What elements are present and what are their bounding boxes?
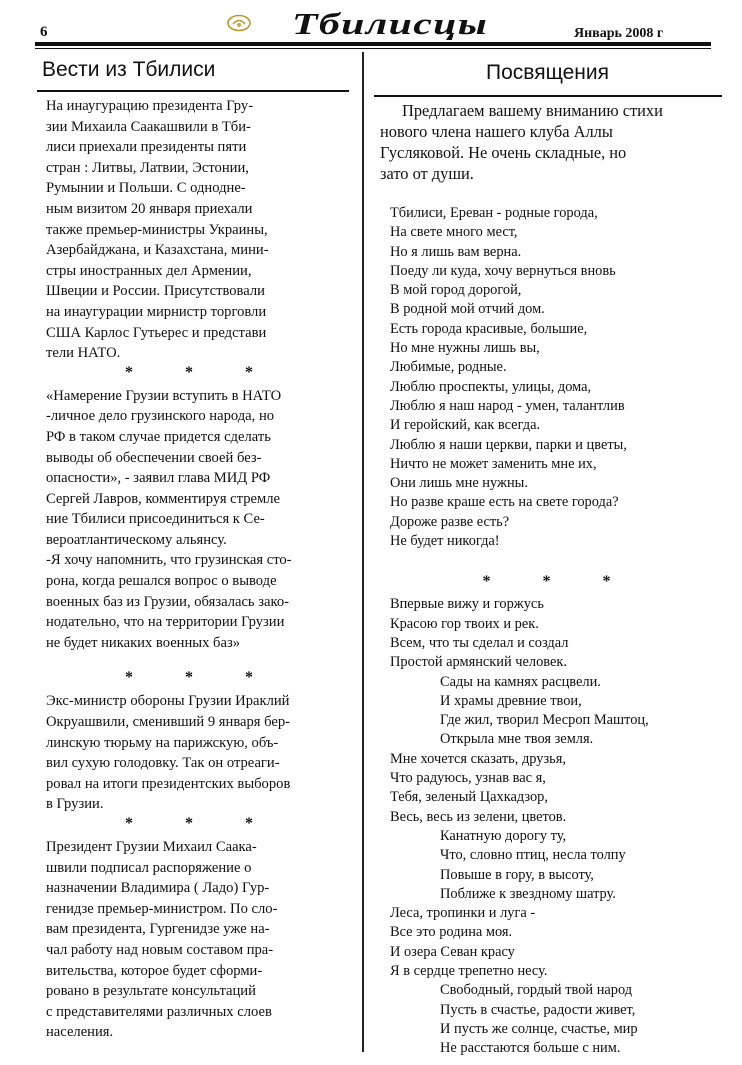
section-separator: * * * [125,815,277,832]
news-line: вительства, которое будет сформи- [46,962,263,979]
poem-line: В мой город дорогой, [390,282,522,299]
poem-line: Канатную дорогу ту, [440,827,567,844]
poem-line: Не будет никогда! [390,533,500,550]
news-line: США Карлос Гутьерес и представи [46,324,267,341]
intro-line: Гусляковой. Не очень складные, но [380,143,627,162]
poem-line: Всем, что ты сделал и создал [390,634,569,651]
intro-line: Предлагаем вашему вниманию стихи [402,101,663,120]
poem-line: Пусть в счастье, радости живет, [440,1001,636,1018]
news-line: также премьер-министры Украины, [46,221,268,238]
poem-line: Любимые, родные. [390,359,507,376]
poem-line: Леса, тропинки и луга - [390,905,536,922]
poem-line: Они лишь мне нужны. [390,475,528,492]
news-line: Сергей Лавров, комментируя стремле [46,490,280,507]
header-rule-thin [35,48,711,49]
news-item-2 [46,386,344,654]
poem-line: И пусть же солнце, счастье, мир [440,1020,638,1037]
news-line: вам президента, Гургенидзе уже на- [46,921,270,938]
poem-line: Не расстаются больше с ним. [440,1040,621,1057]
news-line: населения. [46,1024,114,1041]
poem-line: Но разве краше есть на свете города? [390,494,619,511]
poem-line: Люблю я наш народ - умен, талантлив [390,397,625,414]
poems-intro [380,100,725,184]
section-separator: * * * [125,669,277,687]
news-line: Экс-министр обороны Грузии Ираклий [46,693,290,710]
poem-line: Поеду ли куда, хочу вернуться вновь [390,262,616,279]
news-line: Швеции и России. Присутствовали [46,283,265,300]
poem-line: Повыше в гору, в высоту, [440,866,594,883]
poem-line: Что, словно птиц, несла толпу [440,847,626,864]
poem-line: Красою гор твоих и рек. [390,615,539,632]
section-separator: * * * [125,363,277,381]
poem-line: Сады на камнях расцвели. [440,673,601,690]
poem-line: Впервые вижу и горжусь [390,596,544,613]
news-line: выводы об обеспечении своей без- [46,449,262,466]
poem-line: На свете много мест, [390,224,518,241]
news-line: лиси приехали президенты пяти [46,139,247,156]
news-line: вил сухую голодовку. Так он отреаги- [46,755,280,772]
news-line: ние Тбилиси присоединиться к Се- [46,511,265,528]
news-line: На инаугурацию президента Гру- [46,98,254,114]
poem-line: В родной мой отчий дом. [390,301,545,318]
news-line: назначении Владимира ( Ладо) Гур- [46,880,270,897]
poem-line: И геройский, как всегда. [390,417,541,434]
news-line: зии Михаила Саакашвили в Тби- [46,118,251,135]
news-line: рона, когда решался вопрос о выводе [46,573,277,590]
news-line: Окруашвили, сменивший 9 января бер- [46,714,291,731]
news-line: не будет никаких военных баз» [46,634,241,651]
right-section-title: Посвящения [486,61,609,84]
news-item-1 [46,96,344,364]
right-title-underline [374,95,722,97]
news-line: нодательно, что на территории Грузии [46,614,285,631]
poem-line: Свободный, гордый твой народ [440,982,633,999]
news-line: в Грузии. [46,796,104,813]
poem-line: Мне хочется сказать, друзья, [390,750,566,767]
poem-line: Все это родина моя. [390,924,513,941]
poems-column [380,100,725,1058]
news-column [46,96,344,1043]
news-item-3 [46,691,344,815]
issue-date: Январь 2008 г [574,26,664,41]
masthead-logo: Тбилисцы [292,6,489,41]
poem-line: Тебя, зеленый Цахкадзор, [390,789,548,806]
poem-1 [380,204,725,551]
news-line: -Я хочу напомнить, что грузинская сто- [46,552,292,569]
intro-line: нового члена нашего клуба Аллы [380,122,613,141]
news-line: чал работу над новым составом пра- [46,941,274,958]
poem-line: Но я лишь вам верна. [390,243,522,260]
news-line: Азербайджана, и Казахстана, мини- [46,242,269,259]
poem-line: Весь, весь из зелени, цветов. [390,808,567,825]
news-line: стран : Литвы, Латвии, Эстонии, [46,159,249,176]
news-line: швили подписал распоряжение о [46,859,252,876]
poem-line: Простой армянский человек. [390,654,567,671]
poem-line: Люблю проспекты, улицы, дома, [390,378,592,395]
left-title-underline [37,90,349,92]
poem-line: И озера Севан красу [390,943,515,960]
news-line: опасности», - заявил глава МИД РФ [46,470,271,487]
poem-line: Но мне нужны лишь вы, [390,340,540,357]
news-line: Румынии и Польши. С однодне- [46,180,246,197]
poem-line: Ничто не может заменить мне их, [390,455,597,472]
news-line: генидзе премьер-министром. По сло- [46,900,278,917]
poem-separator: * * * [482,573,635,591]
poem-line: Люблю я наши церкви, парки и цветы, [390,436,627,453]
poem-line: Поближе к звездному шатру. [440,885,616,902]
poem-line: Открыла мне твоя земля. [440,731,594,748]
intro-line: зато от души. [380,164,474,183]
club-emblem-icon [226,14,252,32]
news-item-4 [46,837,344,1043]
column-divider [362,52,364,1052]
poem-line: Где жил, творил Месроп Маштоц, [440,712,649,729]
page-number: 6 [40,24,48,40]
poem-line: Дороже разве есть? [390,513,510,530]
news-line: линскую тюрьму на парижскую, объ- [46,734,279,751]
news-line: военных баз из Грузии, обязалась зако- [46,593,289,610]
news-line: на инаугурации мирнистр торговли [46,303,267,320]
news-line: стры иностранных дел Армении, [46,262,252,279]
news-line: «Намерение Грузии вступить в НАТО [46,387,282,404]
poem-line: И храмы древние твои, [440,692,582,709]
news-line: -личное дело грузинского народа, но [46,408,275,425]
poem-2 [380,595,725,1058]
news-line: Президент Грузии Михаил Саака- [46,839,257,855]
news-line: РФ в таком случае придется сделать [46,428,271,445]
left-section-title: Вести из Тбилиси [42,58,216,81]
news-line: с представителями различных слоев [46,1003,272,1020]
poem-line: Я в сердце трепетно несу. [390,962,548,979]
news-line: вероатлантическому альянсу. [46,531,227,548]
news-line: ровал на итоги президентских выборов [46,775,291,792]
poem-line: Есть города красивые, большие, [390,320,588,337]
news-line: ным визитом 20 января приехали [46,200,253,217]
poem-line: Тбилиси, Ереван - родные города, [390,205,598,221]
header-rule [35,42,711,46]
news-line: тели НАТО. [46,345,121,362]
news-line: ровано в результате консультаций [46,983,256,1000]
poem-line: Что радуюсь, узнав вас я, [390,770,546,787]
